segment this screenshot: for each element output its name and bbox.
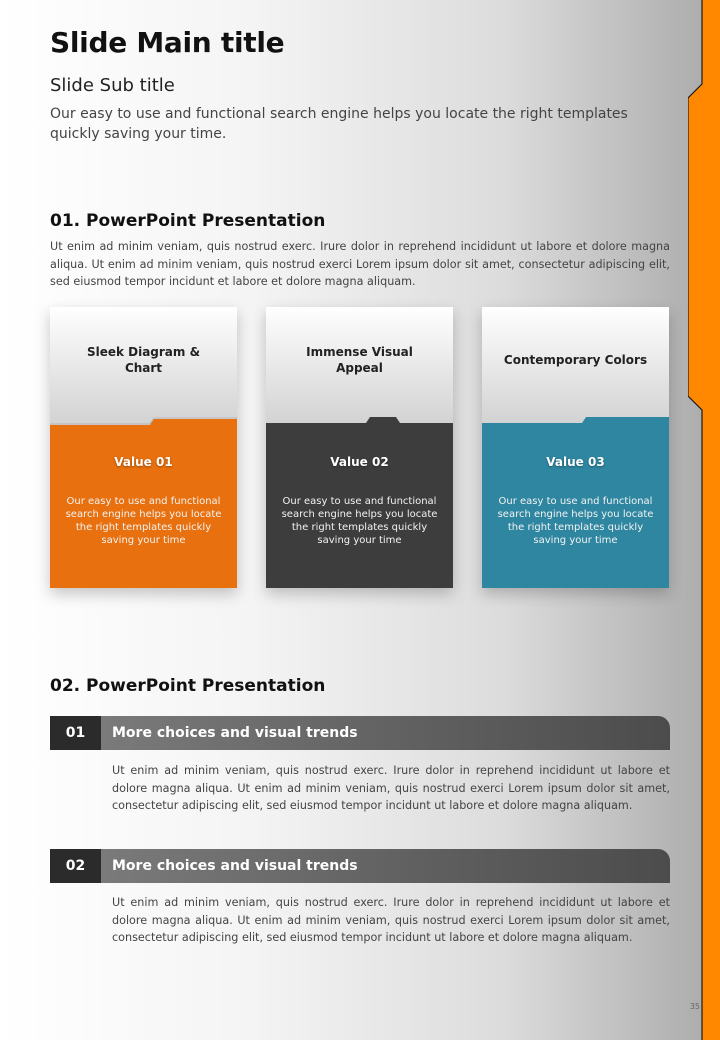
- card-heading: Contemporary Colors: [503, 353, 648, 367]
- card-value: Value 01: [114, 455, 173, 469]
- feature-card-3: [482, 307, 669, 588]
- feature-card-2: [266, 307, 453, 588]
- page-number: 35: [689, 1002, 700, 1011]
- feature-card-1: [50, 307, 237, 588]
- orange-side-rail: [688, 0, 720, 1040]
- card-description: Our easy to use and functional search engine helps you locate the right templates quickly saving your time: [65, 496, 222, 546]
- item-number-badge: 02: [50, 849, 101, 883]
- card-value: Value 02: [330, 455, 389, 469]
- item-label: More choices and visual trends: [101, 716, 670, 750]
- card-value: Value 03: [546, 455, 605, 469]
- list-item-header: [50, 849, 670, 883]
- slide-sub-title: Slide Sub title: [50, 75, 175, 96]
- section-2-title: 02. PowerPoint Presentation: [50, 676, 326, 696]
- section-1-body: Ut enim ad minim veniam, quis nostrud exerc. Irure dolor in reprehend incididunt ut labore et dolore magna aliqua. Ut enim ad minim veniam, quis nostrud exerci Lorem ipsum dolor sit amet, consectetur adipiscing elit, sed eiusmod tempor incidunt et labore et dolore magna aliquam.: [50, 240, 670, 288]
- section-1-title: 01. PowerPoint Presentation: [50, 211, 326, 231]
- card-header-panel: [266, 307, 453, 425]
- card-tab-notch: [482, 413, 669, 425]
- card-description: Our easy to use and functional search engine helps you locate the right templates quickly saving your time: [281, 496, 438, 546]
- card-header-panel: [50, 307, 237, 425]
- intro-text: Our easy to use and functional search engine helps you locate the right templates quickly saving your time.: [50, 106, 628, 142]
- slide-main-title: Slide Main title: [50, 26, 285, 59]
- item-label: More choices and visual trends: [101, 849, 670, 883]
- list-item-body: Ut enim ad minim veniam, quis nostrud exerc. Irure dolor in reprehend incididunt ut labore et dolore magna aliqua. Ut enim ad minim veniam, quis nostrud exerci Lorem ipsum dolor sit amet, consectetur adipiscing elit, sed eiusmod tempor incidunt ut labore et dolore magna aliquam.: [112, 896, 670, 944]
- list-item-header: [50, 716, 670, 750]
- card-heading: Immense Visual Appeal: [306, 345, 413, 375]
- card-description: Our easy to use and functional search engine helps you locate the right templates quickly saving your time: [497, 496, 654, 546]
- card-tab-notch: [266, 413, 453, 425]
- item-number-badge: 01: [50, 716, 101, 750]
- card-tab-notch-overlay: [50, 413, 237, 425]
- list-item-body: Ut enim ad minim veniam, quis nostrud exerc. Irure dolor in reprehend incididunt ut labore et dolore magna aliqua. Ut enim ad minim veniam, quis nostrud exerci Lorem ipsum dolor sit amet, consectetur adipiscing elit, sed eiusmod tempor incidunt ut labore et dolore magna aliquam.: [112, 764, 670, 812]
- card-header-panel: [482, 307, 669, 425]
- card-heading: Sleek Diagram & Chart: [86, 345, 201, 375]
